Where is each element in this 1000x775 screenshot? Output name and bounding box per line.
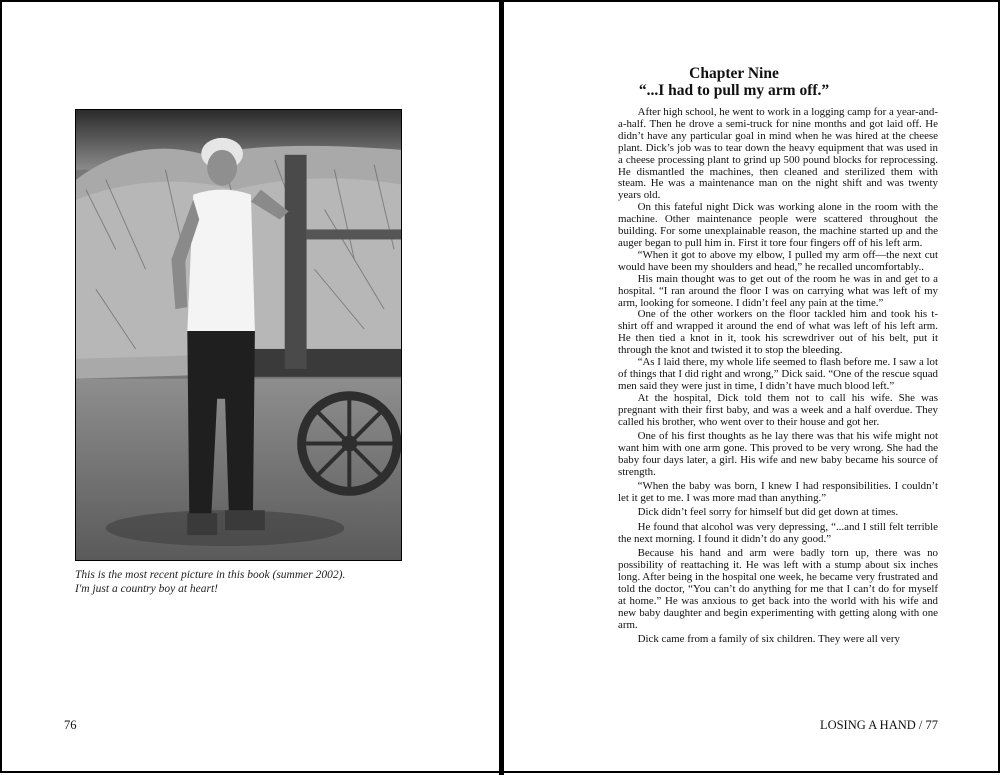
paragraph: “When the baby was born, I knew I had responsibilities. I couldn’t let it get to me. I was more mad than anything.” bbox=[618, 480, 938, 504]
paragraph: “When it got to above my elbow, I pulled my arm off—the next cut would have been my shoulders and head,” he recalled uncomfortably.. bbox=[618, 248, 938, 273]
caption-line-1: This is the most recent picture in this book (summer 2002). bbox=[75, 569, 346, 581]
paragraph: At the hospital, Dick told them not to call his wife. She was pregnant with their first baby, and was a week and a half overdue. They called his brother, who went over to their house and got her. bbox=[618, 391, 938, 428]
caption-line-2: I'm just a country boy at heart! bbox=[75, 583, 218, 595]
chapter-title: Chapter Nine bbox=[689, 65, 779, 82]
running-footer: LOSING A HAND / 77 bbox=[819, 718, 938, 732]
paragraph: After high school, he went to work in a logging camp for a year-and-a-half. Then he drove a semi-truck for nine months and got laid off. He didn’t have any particular goal in mind when he was hired at the cheese plant. Dick’s job was to tear down the heavy equipment that was used in a cheese processing plant to grind up 500 pound blocks for reprocessing. He dismantled the machines, then cleaned and sterilized them with steam. He was a maintenance man on the night shift and was twenty years old. bbox=[618, 106, 939, 202]
chapter-body bbox=[618, 107, 938, 646]
photo-illustration bbox=[76, 110, 401, 560]
photo-caption bbox=[75, 568, 405, 596]
page-gutter bbox=[499, 2, 504, 775]
paragraph: Dick didn’t feel sorry for himself but did get down at times. bbox=[637, 506, 899, 519]
paragraph: On this fateful night Dick was working alone in the room with the machine. Other maintenance people were scattered throughout the building. For some unexplainable reason, the machine started up and the auger began to pull him in. First it tore four fingers off of his left arm. bbox=[618, 201, 938, 249]
paragraph: “As I laid there, my whole life seemed to flash before me. I saw a lot of things that I did right and wrong,” Dick said. “One of the rescue squad men said they were just in time, I didn’t have much blood left.” bbox=[618, 356, 938, 392]
right-page bbox=[504, 2, 1000, 775]
paragraph: Dick came from a family of six children. They were all very bbox=[637, 632, 900, 645]
paragraph: Because his hand and arm were badly torn up, there was no possibility of reattaching it. He was left with a stump about six inches long. After being in the hospital one week, he became very frustrated and told the doctor, “You can’t do anything for me that I can’t do for myself at home.” He was anxious to get back into the world with his wife and new baby daughter and begin experimenting with getting along with one arm. bbox=[618, 547, 938, 631]
farm-photo bbox=[75, 109, 402, 561]
chapter-heading bbox=[594, 65, 874, 99]
page-number-left: 76 bbox=[64, 718, 77, 732]
chapter-subtitle: “...I had to pull my arm off.” bbox=[638, 82, 830, 99]
paragraph: His main thought was to get out of the room he was in and get to a hospital. “I ran around the floor I was on carrying what was left of my arm, looking for someone. I didn’t feel any pain at the time.” bbox=[618, 272, 938, 309]
left-page bbox=[2, 2, 499, 775]
paragraph: One of his first thoughts as he lay there was that his wife might not want him with one arm gone. This proved to be very wrong. She had the baby four days later, a girl. His wife and new baby became his source of strength. bbox=[618, 429, 938, 478]
paragraph: One of the other workers on the floor tackled him and took his t-shirt off and wrapped it around the end of what was left of his left arm. He then tied a knot in it, took his screwdriver out of his belt, put it through the knot and twisted it to stop the bleeding. bbox=[618, 308, 938, 357]
paragraph: He found that alcohol was very depressing, “...and I still felt terrible the next morning. I found it didn’t do any good.” bbox=[618, 520, 938, 545]
